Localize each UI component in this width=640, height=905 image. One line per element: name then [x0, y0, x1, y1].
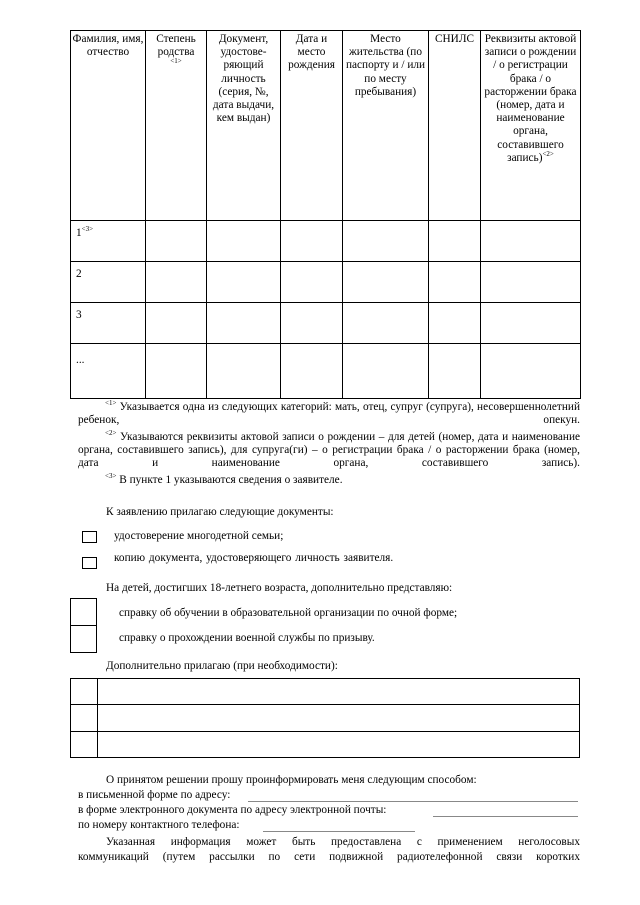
consent-paragraph-line-2: коммуникаций (путем рассылки по сети подвижной радиотелефонной связи коротких [78, 851, 580, 863]
table-cell[interactable] [481, 344, 581, 399]
table-header-row [71, 31, 581, 221]
header-id-document: Документ, удостове-ряющий личность (серия, №, дата выдачи, кем выдан) [207, 31, 281, 221]
table-cell[interactable] [207, 221, 281, 262]
table-cell[interactable] [146, 221, 207, 262]
attach-checkbox-2[interactable] [82, 557, 97, 569]
notify-option-email: в форме электронного документа по адресу электронной почты: [78, 804, 387, 816]
table-cell[interactable] [281, 303, 343, 344]
table-cell[interactable] [207, 262, 281, 303]
table-cell[interactable] [146, 344, 207, 399]
table-cell[interactable] [281, 221, 343, 262]
attach-checkbox-1[interactable] [82, 531, 97, 543]
table-cell[interactable] [481, 221, 581, 262]
row1-footnote-mark: <3> [81, 225, 94, 233]
table-cell[interactable] [429, 262, 481, 303]
notify-intro: О принятом решении прошу проинформировать меня следующим способом: [106, 774, 477, 786]
adult-checkbox-1[interactable] [70, 598, 97, 626]
table-cell[interactable] [481, 303, 581, 344]
table-cell[interactable] [481, 262, 581, 303]
header-footnote-1-mark: <1> [170, 57, 182, 66]
attach-item-2: копию документа, удостоверяющего личность заявителя. [114, 552, 394, 564]
header-residence: Место жительства (по паспорту и / или по месту пребывания) [343, 31, 429, 221]
notify-option-phone: по номеру контактного телефона: [78, 819, 240, 831]
table-row [71, 344, 581, 399]
adult-checkbox-2[interactable] [70, 625, 97, 653]
header-snils: СНИЛС [429, 31, 481, 221]
extra-attachment-field-1[interactable] [98, 679, 579, 704]
extra-attachment-field-3[interactable] [98, 732, 579, 757]
phone-field[interactable] [263, 820, 415, 832]
header-footnote-2-mark: <2> [542, 149, 554, 158]
email-field[interactable] [433, 805, 578, 817]
table-cell[interactable] [429, 221, 481, 262]
header-birth: Дата и место рождения [281, 31, 343, 221]
extra-attachment-field-2[interactable] [98, 705, 579, 731]
footnote-1: $^{<1>}$ Указывается одна из следующих категорий: мать, отец, супруг (супруга), несовершеннолетний ребенок, опекун. [78, 399, 581, 427]
table-cell[interactable] [207, 303, 281, 344]
header-full-name: Фамилия, имя, отчество [71, 31, 146, 221]
table-cell[interactable] [343, 221, 429, 262]
table-row [71, 262, 581, 303]
table-cell[interactable] [343, 344, 429, 399]
table-cell[interactable] [343, 303, 429, 344]
row-number: 3 [71, 303, 146, 344]
table-row [71, 303, 581, 344]
header-relation: Степень родства $^{<1>}$ [146, 31, 207, 221]
footnote-2-mark: <2> [105, 429, 117, 437]
table-cell[interactable] [207, 344, 281, 399]
adult-intro: На детей, достигших 18-летнего возраста, дополнительно представляю: [106, 582, 453, 594]
table-cell[interactable] [281, 262, 343, 303]
attach-item-1: удостоверение многодетной семьи; [114, 530, 284, 542]
table-cell[interactable] [343, 262, 429, 303]
table-cell[interactable] [429, 303, 481, 344]
row-number: 2 [71, 262, 146, 303]
footnote-3: $^{<3>}$ В пункте 1 указываются сведения о заявителе. [105, 472, 343, 486]
row-number: ... [71, 344, 146, 399]
table-cell[interactable] [429, 344, 481, 399]
attach-intro: К заявлению прилагаю следующие документы: [106, 506, 334, 518]
footnote-3-mark: <3> [105, 472, 117, 480]
family-members-table [70, 30, 581, 399]
row-number: $1^{<3>}$ [71, 221, 146, 262]
adult-item-2: справку о прохождении военной службы по призыву. [119, 632, 375, 644]
consent-paragraph-line-1: Указанная информация может быть предоставлена с применением неголосовых [106, 836, 580, 848]
table-cell[interactable] [146, 262, 207, 303]
table-row [71, 221, 581, 262]
adult-item-1: справку об обучении в образовательной организации по очной форме; [119, 607, 458, 619]
extra-intro: Дополнительно прилагаю (при необходимости): [106, 660, 338, 672]
notify-option-address: в письменной форме по адресу: [78, 789, 231, 801]
table-cell[interactable] [281, 344, 343, 399]
header-record-details: Реквизиты актовой записи о рождении / о регистрации брака / о расторжении брака (номер, дата и наименование органа, составившего запись)$^{<2>}$ [481, 31, 581, 221]
footnote-2: $^{<2>}$ Указываются реквизиты актовой записи о рождении – для детей (номер, дата и наименование органа, составившего запись), для супруга(ги) – о регистрации брака / о расторжении брака (номер, дата и наименование органа, составившего запись). [78, 429, 580, 470]
address-field[interactable] [248, 790, 578, 802]
table-cell[interactable] [146, 303, 207, 344]
footnote-1-mark: <1> [105, 399, 117, 407]
